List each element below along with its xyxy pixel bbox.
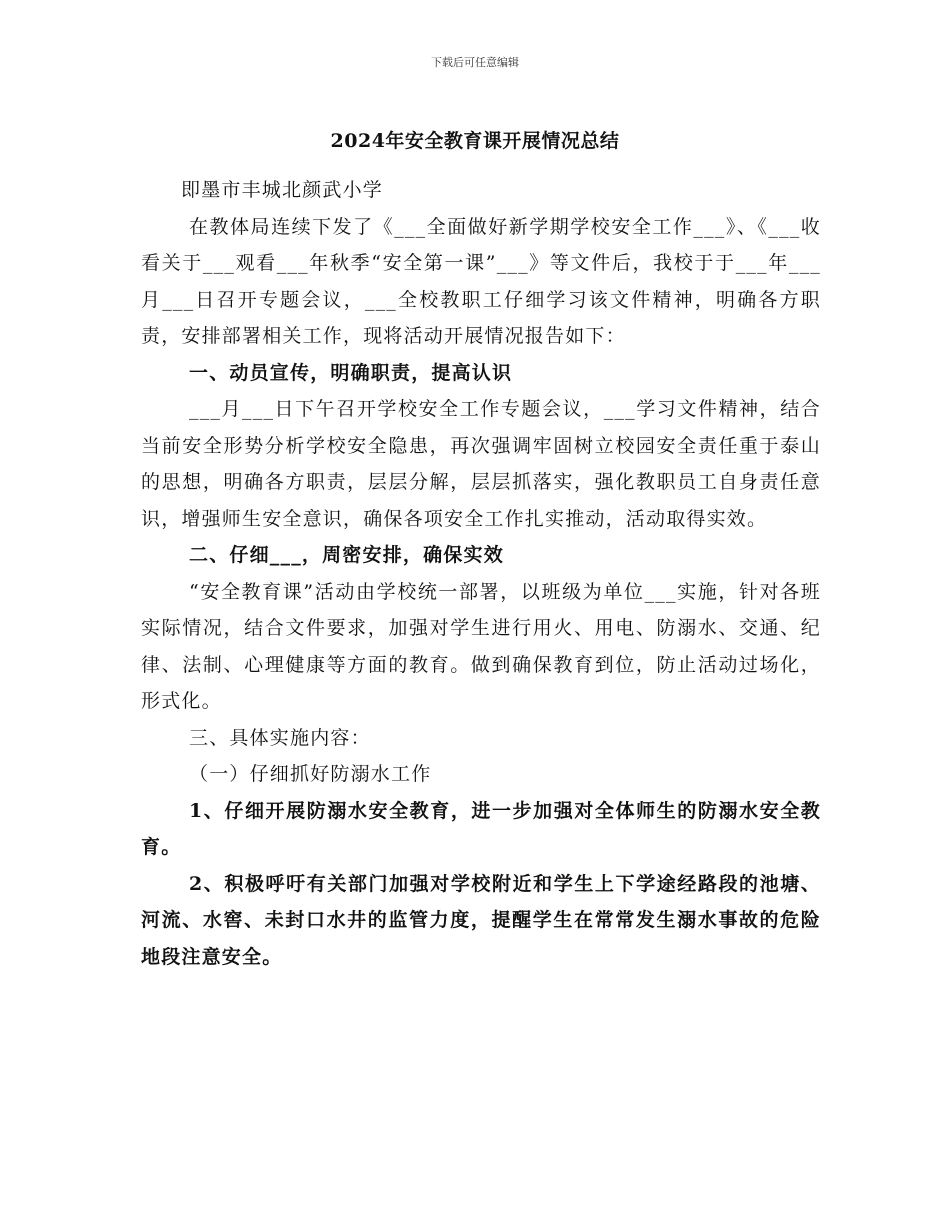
section-3-heading: 三、具体实施内容： bbox=[189, 726, 371, 749]
section-1-body: ___月___日下午召开学校安全工作专题会议，___学习文件精神，结合当前安全形势分析学校安全隐患，再次强调牢固树立校园安全责任重于泰山的思想，明确各方职责，层层分解，层层抓落实，强化教职员工自身责任意识，增强师生安全意识，确保各项安全工作扎实推动，活动取得实效。 bbox=[141, 398, 821, 530]
section-1-heading: 一、动员宣传，明确职责，提高认识 bbox=[189, 361, 513, 384]
intro-paragraph: 在教体局连续下发了《___全面做好新学期学校安全工作___》、《___收看关于___观看___年秋季“安全第一课”___》等文件后，我校于于___年___月___日召开专题会议，___全校教职工仔细学习该文件精神，明确各方职责，安排部署相关工作，现将活动开展情况报告如下： bbox=[141, 215, 821, 347]
section-2-heading: 二、仔细___，周密安排，确保实效 bbox=[189, 544, 504, 566]
header-note: 下载后可任意编辑 bbox=[431, 56, 519, 69]
document-body bbox=[141, 172, 821, 975]
school-name: 即墨市丰城北颜武小学 bbox=[181, 179, 384, 201]
document-title: 2024年安全教育课开展情况总结 bbox=[330, 130, 620, 152]
section-2-body: “安全教育课”活动由学校统一部署，以班级为单位___实施，针对各班实际情况，结合文件要求，加强对学生进行用火、用电、防溺水、交通、纪律、法制、心理健康等方面的教育。做到确保教育到位，防止活动过场化，形式化。 bbox=[141, 580, 821, 712]
subsection-1-heading: （一）仔细抓好防溺水工作 bbox=[189, 763, 432, 785]
item-2: 2、积极呼吁有关部门加强对学校附近和学生上下学途经路段的池塘、河流、水窖、未封口水井的监管力度，提醒学生在常常发生溺水事故的危险地段注意安全。 bbox=[141, 872, 821, 968]
item-1: 1、仔细开展防溺水安全教育，进一步加强对全体师生的防溺水安全教育。 bbox=[141, 799, 821, 858]
